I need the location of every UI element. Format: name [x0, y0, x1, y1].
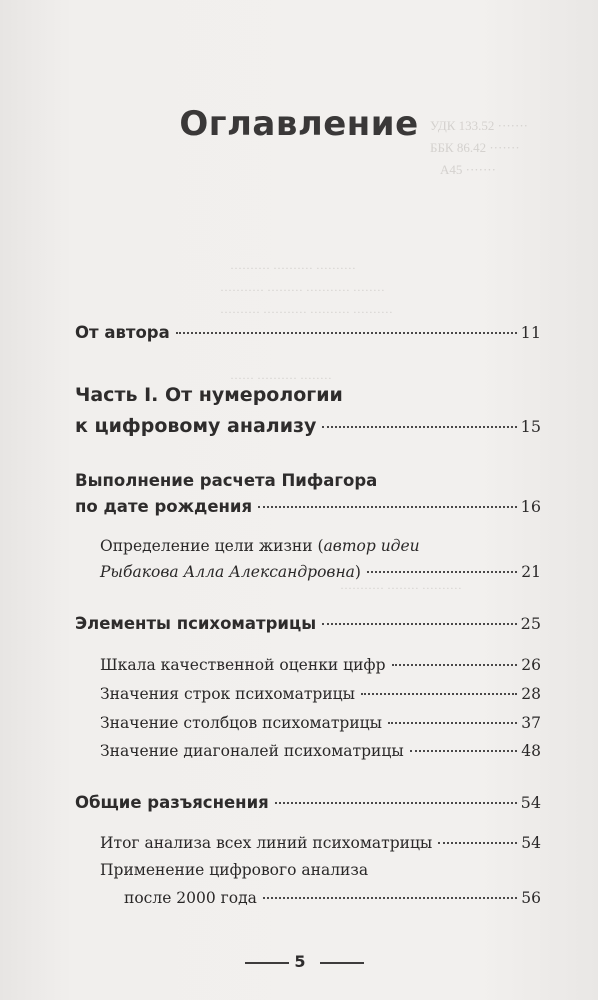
toc-page-number: 16: [520, 497, 541, 516]
toc-subentry[interactable]: [100, 832, 541, 854]
dot-leader: [367, 571, 517, 573]
toc-subentry-label: Значение столбцов психоматрицы: [100, 714, 382, 732]
toc-subentry[interactable]: [124, 887, 541, 909]
toc-subentry-label-line1[interactable]: [100, 535, 420, 557]
show-through-text: ·········· ·········· ··········: [230, 261, 356, 275]
dot-leader: [361, 693, 517, 695]
footer-rule-right: [320, 962, 364, 964]
page-footer: [0, 952, 598, 972]
show-through-text: ··········· ········ ··········: [340, 581, 462, 595]
footer-rule-left: [245, 962, 289, 964]
dot-leader: [392, 664, 518, 666]
toc-page-number: 15: [520, 417, 541, 436]
toc-page-number: 28: [521, 685, 541, 703]
toc-part-title-line1[interactable]: Часть I. От нумерологии: [75, 384, 343, 406]
toc-text-regular: ): [354, 563, 361, 581]
toc-part-title-line2: к цифровому анализу: [75, 415, 317, 437]
dot-leader: [410, 750, 518, 752]
toc-page-number: 37: [521, 714, 541, 732]
show-through-text: ББК 86.42 ·······: [430, 140, 520, 155]
toc-entry-label: От автора: [75, 323, 170, 342]
page-title: Оглавление: [179, 104, 419, 144]
show-through-text: УДК 133.52 ·······: [430, 118, 528, 133]
toc-text-regular: Определение цели жизни (: [100, 537, 324, 555]
toc-subentry[interactable]: [100, 683, 541, 705]
toc-entry[interactable]: [75, 792, 541, 814]
toc-entry-label-line2: по дате рождения: [75, 497, 253, 516]
dot-leader: [438, 842, 517, 844]
dot-leader: [258, 506, 517, 508]
page-number: 5: [294, 952, 306, 971]
toc-page-number: 56: [521, 889, 541, 907]
toc-page-number: 26: [521, 656, 541, 674]
toc-subentry[interactable]: [100, 654, 541, 676]
dot-leader: [263, 897, 517, 899]
toc-subentry-label: Значения строк психоматрицы: [100, 685, 355, 703]
toc-entry[interactable]: [75, 322, 541, 344]
toc-subentry-label: Шкала качественной оценки цифр: [100, 656, 386, 674]
toc-page-number: 54: [520, 793, 541, 812]
show-through-text: ··········· ········· ··········· ········: [220, 283, 385, 297]
dot-leader: [322, 623, 517, 625]
toc-entry[interactable]: [75, 413, 541, 440]
toc-page-number: 54: [521, 834, 541, 852]
toc-subentry[interactable]: [100, 712, 541, 734]
show-through-text: ·········· ··········· ·········· ··········: [220, 305, 393, 319]
toc-subentry[interactable]: [100, 561, 541, 583]
toc-page-number: 11: [520, 323, 541, 342]
toc-page-number: 25: [520, 614, 541, 633]
dot-leader: [388, 722, 517, 724]
toc-subentry[interactable]: [100, 740, 541, 762]
toc-entry[interactable]: [75, 613, 541, 635]
dot-leader: [275, 802, 517, 804]
toc-entry-label: Общие разъяснения: [75, 793, 269, 812]
toc-page-number: 48: [521, 742, 541, 760]
dot-leader: [176, 332, 517, 334]
toc-subentry-label: Итог анализа всех линий психоматрицы: [100, 834, 433, 852]
toc-subentry-label-line2: после 2000 года: [124, 889, 257, 907]
toc-entry[interactable]: [75, 496, 541, 518]
toc-text-italic: автор идеи: [323, 537, 420, 555]
toc-subentry-label: Значение диагоналей психоматрицы: [100, 742, 404, 760]
show-through-text: ······ ·········· ········: [230, 371, 332, 385]
toc-text-italic: Рыбакова Алла Александровна: [100, 563, 355, 581]
dot-leader: [322, 426, 516, 428]
toc-page-number: 21: [521, 563, 541, 581]
toc-subentry-label-line1[interactable]: Применение цифрового анализа: [100, 861, 369, 879]
toc-entry-label-line1[interactable]: Выполнение расчета Пифагора: [75, 471, 378, 490]
show-through-text: А45 ·······: [440, 162, 496, 177]
toc-entry-label: Элементы психоматрицы: [75, 614, 317, 633]
